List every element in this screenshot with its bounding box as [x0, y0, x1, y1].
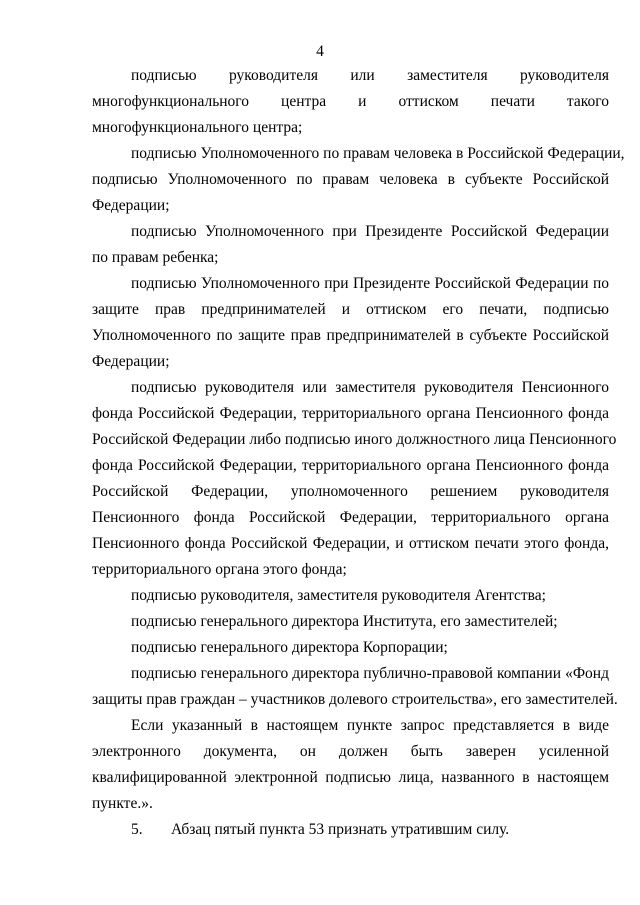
- text-line: подписью генерального директора Института, его заместителей;: [131, 613, 558, 630]
- text-line: по правам ребенка;: [92, 249, 219, 266]
- page-number: 4: [316, 43, 324, 60]
- text-line: Пенсионного фонда Российской Федерации, территориального органа: [92, 509, 609, 526]
- text-line: подписью Уполномоченного при Президенте Российской Федерации: [131, 223, 609, 240]
- text-line: фонда Российской Федерации, территориального органа Пенсионного фонда: [92, 405, 609, 422]
- text-line: подписью руководителя или заместителя руководителя: [131, 67, 609, 84]
- text-line: защиты прав граждан – участников долевого строительства», его заместителей.: [92, 691, 618, 708]
- text-line: Федерации;: [92, 197, 170, 214]
- text-line: подписью генерального директора Корпорации;: [131, 639, 448, 656]
- text-line: Если указанный в настоящем пункте запрос представляется в виде: [131, 717, 609, 734]
- text-line: подписью Уполномоченного по правам человека в Российской Федерации,: [131, 145, 625, 162]
- text-line: электронного документа, он должен быть заверен усиленной: [92, 743, 609, 760]
- text-line: территориального органа этого фонда;: [92, 561, 347, 578]
- text-line: многофункционального центра и оттиском печати такого: [92, 93, 609, 110]
- text-line: Пенсионного фонда Российской Федерации, и оттиском печати этого фонда,: [92, 535, 609, 552]
- text-line: многофункционального центра;: [92, 119, 303, 136]
- text-line: Федерации;: [92, 353, 170, 370]
- text-line: подписью руководителя или заместителя руководителя Пенсионного: [131, 379, 609, 396]
- numbered-item: [131, 820, 609, 840]
- text-line: пункте.».: [92, 795, 153, 812]
- text-line: защите прав предпринимателей и оттиском его печати, подписью: [92, 301, 609, 318]
- text-line: Российской Федерации, уполномоченного решением руководителя: [92, 483, 609, 500]
- text-line: подписью Уполномоченного при Президенте Российской Федерации по: [131, 275, 609, 292]
- text-line: Российской Федерации либо подписью иного должностного лица Пенсионного: [92, 431, 617, 448]
- text-line: квалифицированной электронной подписью лица, названного в настоящем: [92, 769, 609, 786]
- text-line: Уполномоченного по защите прав предпринимателей в субъекте Российской: [92, 327, 609, 344]
- item-text: Абзац пятый пункта 53 признать утратившим силу.: [171, 821, 510, 838]
- text-line: подписью генерального директора публично-правовой компании «Фонд: [131, 665, 609, 682]
- text-line: подписью Уполномоченного по правам человека в субъекте Российской: [92, 171, 609, 188]
- text-line: фонда Российской Федерации, территориального органа Пенсионного фонда: [92, 457, 609, 474]
- item-number: 5.: [131, 821, 143, 838]
- text-line: подписью руководителя, заместителя руководителя Агентства;: [131, 587, 546, 604]
